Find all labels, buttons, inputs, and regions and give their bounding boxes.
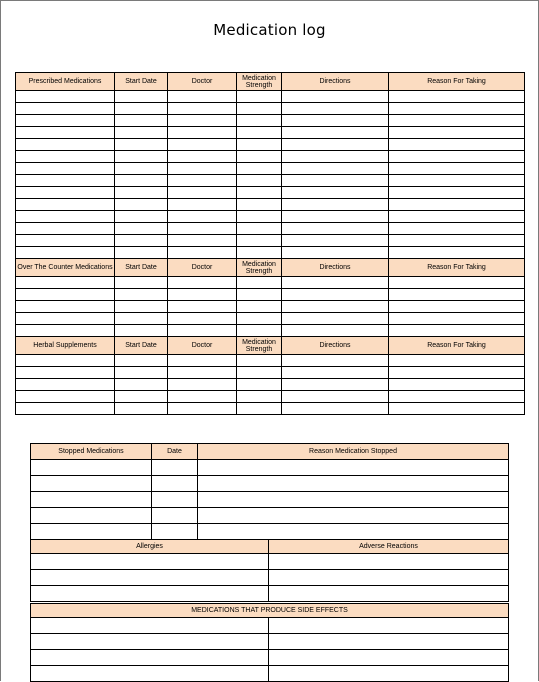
herbal-row [16,391,525,403]
side-effect-row [31,650,509,666]
allergies-header: Allergies [31,540,269,554]
entry-cell[interactable] [389,103,525,115]
entry-cell[interactable] [269,650,509,666]
entry-cell[interactable] [168,175,237,187]
entry-cell[interactable] [269,618,509,634]
herbal-strength-header: Medication Strength [237,337,282,355]
entry-cell[interactable] [389,223,525,235]
prescribed-row [16,247,525,259]
entry-cell[interactable] [237,127,282,139]
stopped-row [31,476,509,492]
entry-cell[interactable] [115,379,168,391]
entry-cell[interactable] [168,313,237,325]
entry-cell[interactable] [115,211,168,223]
entry-cell[interactable] [282,235,389,247]
entry-cell[interactable] [168,277,237,289]
stopped-reason-header: Reason Medication Stopped [198,444,509,460]
entry-cell[interactable] [282,289,389,301]
entry-cell[interactable] [168,163,237,175]
entry-cell[interactable] [282,127,389,139]
entry-cell[interactable] [115,199,168,211]
entry-cell[interactable] [389,211,525,223]
entry-cell[interactable] [115,151,168,163]
entry-cell[interactable] [389,175,525,187]
entry-cell[interactable] [16,313,115,325]
entry-cell[interactable] [168,139,237,151]
entry-cell[interactable] [389,379,525,391]
entry-cell[interactable] [237,223,282,235]
entry-cell[interactable] [237,211,282,223]
entry-cell[interactable] [16,91,115,103]
entry-cell[interactable] [237,277,282,289]
entry-cell[interactable] [31,666,269,682]
prescribed-header: Prescribed Medications [16,73,115,91]
otc-directions-header: Directions [282,259,389,277]
herbal-start-date-header: Start Date [115,337,168,355]
prescribed-strength-header: Medication Strength [237,73,282,91]
entry-cell[interactable] [152,476,198,492]
prescribed-row [16,139,525,151]
entry-cell[interactable] [115,127,168,139]
entry-cell[interactable] [31,492,152,508]
entry-cell[interactable] [269,554,509,570]
entry-cell[interactable] [237,301,282,313]
entry-cell[interactable] [16,199,115,211]
prescribed-reason-header: Reason For Taking [389,73,525,91]
entry-cell[interactable] [115,313,168,325]
entry-cell[interactable] [389,199,525,211]
entry-cell[interactable] [168,211,237,223]
entry-cell[interactable] [269,586,509,602]
entry-cell[interactable] [115,103,168,115]
entry-cell[interactable] [282,103,389,115]
entry-cell[interactable] [389,277,525,289]
entry-cell[interactable] [115,91,168,103]
entry-cell[interactable] [389,301,525,313]
entry-cell[interactable] [237,379,282,391]
prescribed-row [16,199,525,211]
otc-row [16,301,525,313]
entry-cell[interactable] [282,223,389,235]
entry-cell[interactable] [152,492,198,508]
entry-cell[interactable] [282,91,389,103]
entry-cell[interactable] [389,91,525,103]
entry-cell[interactable] [115,163,168,175]
entry-cell[interactable] [152,508,198,524]
entry-cell[interactable] [31,476,152,492]
prescribed-start-date-header: Start Date [115,73,168,91]
entry-cell[interactable] [237,115,282,127]
entry-cell[interactable] [389,247,525,259]
entry-cell[interactable] [282,247,389,259]
entry-cell[interactable] [237,103,282,115]
otc-header: Over The Counter Medications [16,259,115,277]
entry-cell[interactable] [168,391,237,403]
allergy-row [31,586,509,602]
entry-cell[interactable] [282,115,389,127]
prescribed-row [16,103,525,115]
entry-cell[interactable] [198,492,509,508]
entry-cell[interactable] [168,115,237,127]
entry-cell[interactable] [389,325,525,337]
herbal-header: Herbal Supplements [16,337,115,355]
entry-cell[interactable] [168,355,237,367]
entry-cell[interactable] [237,163,282,175]
entry-cell[interactable] [168,91,237,103]
prescribed-row [16,151,525,163]
entry-cell[interactable] [168,127,237,139]
entry-cell[interactable] [282,391,389,403]
entry-cell[interactable] [168,301,237,313]
entry-cell[interactable] [16,355,115,367]
entry-cell[interactable] [269,570,509,586]
entry-cell[interactable] [237,325,282,337]
entry-cell[interactable] [282,301,389,313]
entry-cell[interactable] [282,403,389,415]
otc-doctor-header: Doctor [168,259,237,277]
entry-cell[interactable] [198,460,509,476]
side-effects-table [30,603,509,682]
otc-row [16,289,525,301]
side-effects-header: MEDICATIONS THAT PRODUCE SIDE EFFECTS [31,604,509,618]
entry-cell[interactable] [282,211,389,223]
entry-cell[interactable] [237,235,282,247]
entry-cell[interactable] [168,199,237,211]
otc-row [16,325,525,337]
entry-cell[interactable] [389,313,525,325]
herbal-doctor-header: Doctor [168,337,237,355]
herbal-directions-header: Directions [282,337,389,355]
side-effect-row [31,634,509,650]
entry-cell[interactable] [168,103,237,115]
entry-cell[interactable] [168,235,237,247]
entry-cell[interactable] [237,403,282,415]
entry-cell[interactable] [115,247,168,259]
prescribed-row [16,91,525,103]
entry-cell[interactable] [389,235,525,247]
entry-cell[interactable] [237,367,282,379]
entry-cell[interactable] [389,127,525,139]
adverse-reactions-header: Adverse Reactions [269,540,509,554]
entry-cell[interactable] [168,223,237,235]
prescribed-row [16,211,525,223]
entry-cell[interactable] [168,403,237,415]
entry-cell[interactable] [237,175,282,187]
entry-cell[interactable] [31,554,269,570]
entry-cell[interactable] [16,403,115,415]
entry-cell[interactable] [16,223,115,235]
allergy-row [31,570,509,586]
entry-cell[interactable] [16,127,115,139]
stopped-medications-header: Stopped Medications [31,444,152,460]
herbal-row [16,367,525,379]
entry-cell[interactable] [282,187,389,199]
entry-cell[interactable] [282,379,389,391]
entry-cell[interactable] [389,289,525,301]
entry-cell[interactable] [237,199,282,211]
herbal-row [16,355,525,367]
otc-start-date-header: Start Date [115,259,168,277]
entry-cell[interactable] [16,103,115,115]
entry-cell[interactable] [237,187,282,199]
entry-cell[interactable] [16,115,115,127]
entry-cell[interactable] [115,277,168,289]
entry-cell[interactable] [389,403,525,415]
entry-cell[interactable] [16,151,115,163]
entry-cell[interactable] [31,650,269,666]
entry-cell[interactable] [282,139,389,151]
prescribed-directions-header: Directions [282,73,389,91]
entry-cell[interactable] [168,379,237,391]
entry-cell[interactable] [282,325,389,337]
entry-cell[interactable] [16,163,115,175]
allergy-row [31,554,509,570]
entry-cell[interactable] [237,139,282,151]
stopped-row [31,460,509,476]
entry-cell[interactable] [198,476,509,492]
entry-cell[interactable] [16,379,115,391]
herbal-row [16,379,525,391]
entry-cell[interactable] [115,355,168,367]
entry-cell[interactable] [16,301,115,313]
entry-cell[interactable] [198,524,509,540]
side-effect-row [31,618,509,634]
otc-reason-header: Reason For Taking [389,259,525,277]
entry-cell[interactable] [16,175,115,187]
prescribed-row [16,127,525,139]
entry-cell[interactable] [282,163,389,175]
prescribed-row [16,163,525,175]
otc-row [16,313,525,325]
entry-cell[interactable] [282,277,389,289]
entry-cell[interactable] [237,355,282,367]
entry-cell[interactable] [152,460,198,476]
entry-cell[interactable] [168,247,237,259]
entry-cell[interactable] [237,151,282,163]
entry-cell[interactable] [115,403,168,415]
entry-cell[interactable] [269,634,509,650]
entry-cell[interactable] [31,508,152,524]
entry-cell[interactable] [152,524,198,540]
entry-cell[interactable] [31,586,269,602]
entry-cell[interactable] [31,634,269,650]
entry-cell[interactable] [115,289,168,301]
entry-cell[interactable] [168,289,237,301]
entry-cell[interactable] [389,139,525,151]
entry-cell[interactable] [16,139,115,151]
entry-cell[interactable] [31,618,269,634]
prescribed-row [16,235,525,247]
entry-cell[interactable] [16,289,115,301]
entry-cell[interactable] [115,139,168,151]
side-effect-row [31,666,509,682]
otc-row [16,277,525,289]
entry-cell[interactable] [115,391,168,403]
entry-cell[interactable] [282,151,389,163]
entry-cell[interactable] [16,391,115,403]
entry-cell[interactable] [115,223,168,235]
entry-cell[interactable] [168,367,237,379]
otc-strength-header: Medication Strength [237,259,282,277]
entry-cell[interactable] [115,301,168,313]
entry-cell[interactable] [16,211,115,223]
entry-cell[interactable] [198,508,509,524]
entry-cell[interactable] [16,325,115,337]
entry-cell[interactable] [282,313,389,325]
entry-cell[interactable] [168,151,237,163]
stopped-row [31,508,509,524]
entry-cell[interactable] [237,289,282,301]
stopped-date-header: Date [152,444,198,460]
prescribed-row [16,175,525,187]
entry-cell[interactable] [237,391,282,403]
entry-cell[interactable] [237,91,282,103]
stopped-medications-table [30,443,509,540]
allergies-table [30,539,509,602]
entry-cell[interactable] [31,460,152,476]
entry-cell[interactable] [389,187,525,199]
entry-cell[interactable] [31,570,269,586]
herbal-row [16,403,525,415]
entry-cell[interactable] [282,175,389,187]
entry-cell[interactable] [16,247,115,259]
entry-cell[interactable] [168,187,237,199]
entry-cell[interactable] [389,163,525,175]
medication-table [15,72,525,415]
prescribed-doctor-header: Doctor [168,73,237,91]
entry-cell[interactable] [237,247,282,259]
entry-cell[interactable] [389,367,525,379]
entry-cell[interactable] [282,355,389,367]
entry-cell[interactable] [389,151,525,163]
entry-cell[interactable] [282,199,389,211]
entry-cell[interactable] [31,524,152,540]
entry-cell[interactable] [237,313,282,325]
prescribed-row [16,187,525,199]
stopped-row [31,524,509,540]
entry-cell[interactable] [115,325,168,337]
entry-cell[interactable] [115,187,168,199]
page-title: Medication log [213,21,326,39]
entry-cell[interactable] [115,175,168,187]
entry-cell[interactable] [389,115,525,127]
prescribed-row [16,115,525,127]
entry-cell[interactable] [389,391,525,403]
prescribed-row [16,223,525,235]
stopped-row [31,492,509,508]
entry-cell[interactable] [16,235,115,247]
entry-cell[interactable] [115,367,168,379]
entry-cell[interactable] [115,115,168,127]
entry-cell[interactable] [16,367,115,379]
entry-cell[interactable] [115,235,168,247]
entry-cell[interactable] [282,367,389,379]
entry-cell[interactable] [16,277,115,289]
entry-cell[interactable] [16,187,115,199]
entry-cell[interactable] [168,325,237,337]
entry-cell[interactable] [269,666,509,682]
herbal-reason-header: Reason For Taking [389,337,525,355]
entry-cell[interactable] [389,355,525,367]
